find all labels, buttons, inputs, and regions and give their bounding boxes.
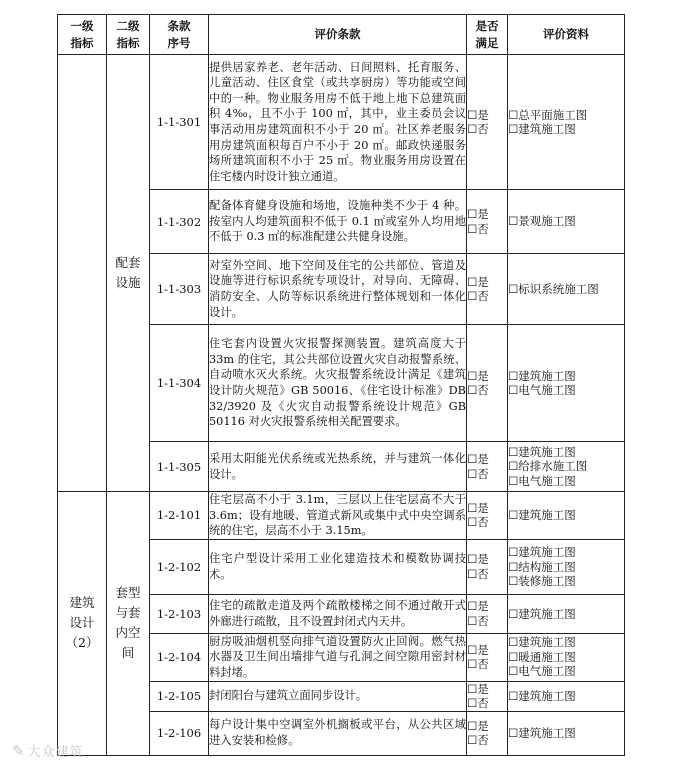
group-label-line: 内空 [115,625,141,641]
group-label-line: （2） [65,635,99,651]
header-materials: 评价资料 [508,15,625,55]
level1-cell-architectural-design [58,492,107,756]
material-checkbox[interactable]: ☐建筑施工图 [508,688,576,703]
no-checkbox[interactable]: ☐否 [467,466,489,481]
materials-cell [508,594,625,633]
clause-code: 1-2-104 [150,633,209,681]
evaluation-table [57,14,625,756]
satisfied-cell [467,681,508,711]
material-checkbox[interactable]: ☐总平面施工图 [508,107,588,122]
yes-checkbox[interactable]: ☐是 [467,552,489,567]
materials-cell [508,681,625,711]
no-checkbox[interactable]: ☐否 [467,657,489,672]
material-checkbox[interactable]: ☐建筑施工图 [508,606,576,621]
satisfied-cell [467,442,508,492]
header-criteria: 评价条款 [209,15,467,55]
clause-text: 采用太阳能光伏系统或光热系统，并与建筑一体化设计。 [209,442,467,492]
clause-text: 对室外空间、地下空间及住宅的公共部位、管道及设施等进行标识系统专项设计，对导向、无障碍、消防安全、人防等标识系统进行整体规划和一体化设计。 [209,254,467,325]
clause-code: 1-1-302 [150,190,209,254]
clause-text: 住宅套内设置火灾报警探测装置。建筑高度大于 33m 的住宅，其公共部位设置火灾自动报警系统、自动喷水灭火系统。火灾报警系统设计满足《建筑设计防火规范》GB 50016、《住宅设计标准》DB 32/3920 及《火灾自动报警系统设计规范》GB 50116 对火灾报警系统相关配置要求。 [209,325,467,442]
group-label-line: 设计 [69,615,95,631]
satisfied-cell [467,325,508,442]
group-label-line: 设施 [115,275,141,290]
watermark-icon: ✎ [12,742,26,760]
group-label-line: 与套 [115,605,141,621]
yes-checkbox[interactable]: ☐是 [467,274,489,289]
clause-code: 1-2-103 [150,594,209,633]
satisfied-cell [467,190,508,254]
materials-cell [508,633,625,681]
no-checkbox[interactable]: ☐否 [467,613,489,628]
table-header-row [58,15,625,55]
material-checkbox[interactable]: ☐建筑施工图 [508,725,576,740]
table-row [58,492,625,540]
material-checkbox[interactable]: ☐电气施工图 [508,664,576,679]
yes-checkbox[interactable]: ☐是 [467,207,489,221]
level1-cell-blank [58,55,107,492]
watermark: ✎ 大众建筑 [12,742,84,760]
group-label-line: 建筑 [69,595,95,611]
materials-cell [508,325,625,442]
materials-cell [508,711,625,755]
yes-checkbox[interactable]: ☐是 [467,500,489,515]
clause-text: 住宅的疏散走道及两个疏散楼梯之间不通过敞开式外廊进行疏散，且不设置封闭式内天井。 [209,594,467,633]
satisfied-cell [467,633,508,681]
material-checkbox[interactable]: ☐建筑施工图 [508,122,576,136]
no-checkbox[interactable]: ☐否 [467,733,489,748]
material-checkbox[interactable]: ☐暖通施工图 [508,649,576,664]
clause-code: 1-2-102 [150,539,209,594]
material-checkbox[interactable]: ☐装修施工图 [508,574,576,589]
clause-text: 住宅层高不小于 3.1m，三层以上住宅层高不大于 3.6m；设有地暖、管道式新风或集中式中央空调系统的住宅，层高不小于 3.15m。 [209,492,467,540]
materials-cell [508,492,625,540]
clause-code: 1-1-304 [150,325,209,442]
level2-cell-supporting-facilities [107,55,150,492]
clause-text: 住宅户型设计采用工业化建造技术和模数协调技术。 [209,539,467,594]
no-checkbox[interactable]: ☐否 [467,696,489,711]
header-clause-no: 条款 序号 [150,15,209,55]
yes-checkbox[interactable]: ☐是 [467,599,489,614]
satisfied-cell [467,254,508,325]
material-checkbox[interactable]: ☐结构施工图 [508,559,576,574]
clause-text: 配备体育健身设施和场地，设施种类不少于 4 种。按室内人均建筑面积不低于 0.1 ㎡或室外人均用地不低于 0.3 ㎡的标准配建公共健身设施。 [209,190,467,254]
clause-code: 1-1-303 [150,254,209,325]
clause-text: 封闭阳台与建筑立面同步设计。 [209,681,467,711]
clause-code: 1-2-105 [150,681,209,711]
group-label-line: 间 [121,645,135,661]
materials-cell [508,539,625,594]
table-row [58,55,625,190]
clause-text: 提供居家养老、老年活动、日间照料、托育服务、儿童活动、住区食堂（或共享厨房）等功能或空间中的一种。物业服务用房不低于地上地下总建筑面积 4‰，且不小于 100 ㎡，其中，业主委员会议事活动用房建筑面积不小于 20 ㎡。社区养老服务用房建筑面积每百户不小于 20 ㎡。邮政快递服务场所建筑面积不小于 25 ㎡。物业服务用房设置在住宅楼内时设计独立通道。 [209,55,467,190]
clause-text: 每户设计集中空调室外机搁板或平台，从公共区域进入安装和检修。 [209,711,467,755]
material-checkbox[interactable]: ☐标识系统施工图 [508,281,599,296]
material-checkbox[interactable]: ☐建筑施工图 [508,368,576,383]
clause-code: 1-2-101 [150,492,209,540]
header-level1: 一级 指标 [58,15,107,55]
yes-checkbox[interactable]: ☐是 [467,452,489,466]
yes-checkbox[interactable]: ☐是 [467,368,489,383]
group-label-line: 套型 [115,585,141,601]
material-checkbox[interactable]: ☐电气施工图 [508,473,576,488]
yes-checkbox[interactable]: ☐是 [467,681,489,696]
materials-cell [508,55,625,190]
materials-cell [508,254,625,325]
no-checkbox[interactable]: ☐否 [467,122,489,136]
group-label-line: 配套 [115,255,141,270]
satisfied-cell [467,492,508,540]
no-checkbox[interactable]: ☐否 [467,289,489,303]
material-checkbox[interactable]: ☐电气施工图 [508,383,576,397]
header-satisfied: 是否 满足 [467,15,508,55]
material-checkbox[interactable]: ☐景观施工图 [508,214,576,229]
satisfied-cell [467,539,508,594]
material-checkbox[interactable]: ☐给排水施工图 [508,459,588,474]
material-checkbox[interactable]: ☐建筑施工图 [508,444,576,459]
yes-checkbox[interactable]: ☐是 [467,107,489,122]
no-checkbox[interactable]: ☐否 [467,566,489,581]
no-checkbox[interactable]: ☐否 [467,515,489,530]
clause-code: 1-2-106 [150,711,209,755]
materials-cell [508,190,625,254]
satisfied-cell [467,55,508,190]
level2-cell-unit-type [107,492,150,756]
satisfied-cell [467,711,508,755]
material-checkbox[interactable]: ☐建筑施工图 [508,635,576,650]
material-checkbox[interactable]: ☐建筑施工图 [508,545,576,560]
clause-text: 厨房吸油烟机竖向排气道设置防火止回阀。燃气热水器及卫生间出墙排气道与孔洞之间空隙用密封材料封堵。 [209,633,467,681]
satisfied-cell [467,594,508,633]
clause-code: 1-1-301 [150,55,209,190]
material-checkbox[interactable]: ☐建筑施工图 [508,508,576,523]
no-checkbox[interactable]: ☐否 [467,221,489,236]
no-checkbox[interactable]: ☐否 [467,383,489,397]
yes-checkbox[interactable]: ☐是 [467,642,489,657]
yes-checkbox[interactable]: ☐是 [467,718,489,733]
header-level2: 二级 指标 [107,15,150,55]
materials-cell [508,442,625,492]
clause-code: 1-1-305 [150,442,209,492]
